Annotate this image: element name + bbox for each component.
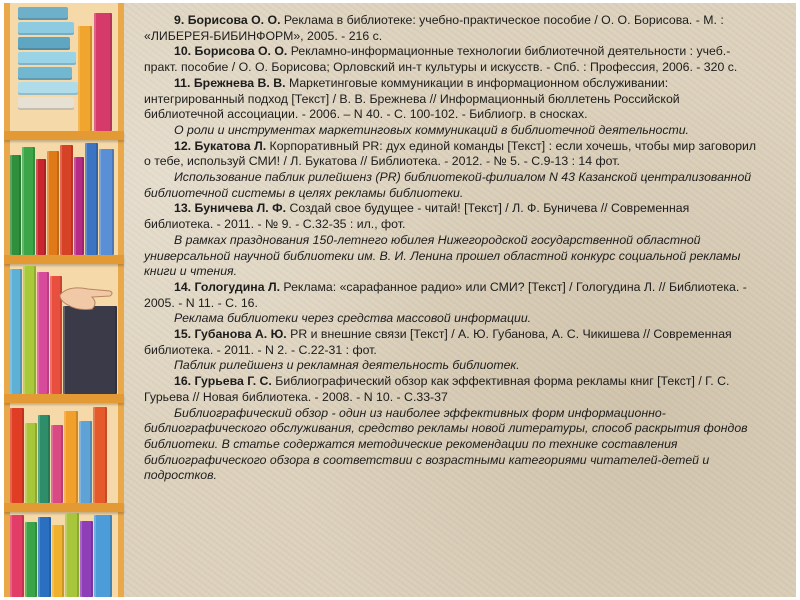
entry-number: 14. <box>174 279 192 294</box>
shelf-row-5 <box>10 512 118 597</box>
entry-annotation: О роли и инструментах маркетинговых коммуникаций в библиотечной деятельности. <box>174 122 689 137</box>
bibliography-entry <box>144 201 759 232</box>
entry-number: 15. <box>174 327 192 342</box>
entry-author: Борисова О. О. <box>194 44 288 59</box>
flat-book <box>18 37 70 50</box>
entry-number: 11. <box>174 75 191 90</box>
entry-author: Борисова О. О. <box>187 13 281 27</box>
shelf-row-1 <box>10 3 118 131</box>
entry-annotation: Библиографический обзор - один из наиболее эффективных форм информационно-библиографического обслуживания, средство рекламы новой литературы, способ раскрытия фондов библиотеки. В статье содержатся методические рекомендации по технике составления библиографического обзора в соответствии с возрастными категориями читателей-детей и подростков. <box>144 405 748 483</box>
flat-book <box>18 82 78 95</box>
bibliography-entry <box>144 374 759 405</box>
flat-book <box>18 67 72 80</box>
entry-text: Реклама в библиотеке: учебно-практическое пособие / О. О. Борисова. - М. : «ЛИБЕРЕЯ-БИБИНФОРМ», 2005. - 216 с. <box>144 13 724 43</box>
book <box>37 272 49 394</box>
flat-book <box>18 7 68 20</box>
book <box>25 423 37 503</box>
entry-annotation: Использование паблик рилейшенз (PR) библиотекой-филиалом N 43 Казанской централизованной библиотечной системы в целях рекламы библиотеки. <box>144 170 752 200</box>
entry-annotation: Реклама библиотеки через средства массовой информации. <box>174 311 532 326</box>
flat-book <box>18 52 76 65</box>
entry-text: PR и внешние связи [Текст] / А. Ю. Губанова, А. С. Чикишева // Современная библиотека. - 2011. - N 2. - С.22-31 : фот. <box>144 327 732 357</box>
shelf-board <box>4 394 124 403</box>
book <box>23 266 36 394</box>
flat-book <box>18 22 74 35</box>
book <box>25 522 37 597</box>
book <box>47 151 59 255</box>
entry-number: 12. <box>174 138 192 153</box>
entry-author: Гурьева Г. С. <box>194 374 272 389</box>
book <box>10 408 24 503</box>
book-stack <box>63 306 117 394</box>
flat-book <box>18 97 74 110</box>
entry-author: Губанова А. Ю. <box>194 327 287 342</box>
bibliography-entry <box>144 44 759 75</box>
book <box>51 425 63 503</box>
book <box>22 147 35 255</box>
shelf-row-2 <box>10 140 118 255</box>
pointing-hand-icon <box>58 281 116 313</box>
book <box>36 159 46 255</box>
entry-number: 16. <box>174 374 192 389</box>
entry-text: Реклама: «сарафанное радио» или СМИ? [Текст] / Гологудина Л. // Библиотека. - 2005. - N 11. - С. 16. <box>144 279 747 310</box>
entry-text: Создай свое будущее - читай! [Текст] / Л. Ф. Буничева // Современная библиотека. - 2011. - № 9. - С.32-35 : ил., фот. <box>144 201 690 232</box>
book <box>10 155 21 255</box>
book <box>80 521 93 597</box>
shelf-board <box>4 503 124 512</box>
entry-author: Брежнева В. В. <box>193 75 286 90</box>
book <box>99 149 114 255</box>
book <box>74 157 84 255</box>
book <box>78 26 92 131</box>
bibliography-list <box>144 13 759 484</box>
book <box>60 145 73 255</box>
entry-text: Маркетинговые коммуникации в информационном обслуживании: интегрированный подход [Текст] / В. В. Брежнева // Информационный бюллетень Российской библиотечной ассоциации. - 2006. – N 40. - С. 100-102. - Библиогр. в сносках. <box>144 75 680 122</box>
entry-annotation: Паблик рилейшенз и рекламная деятельность библиотек. <box>174 358 520 373</box>
entry-number: 9. <box>174 13 185 27</box>
book <box>79 421 92 503</box>
book <box>10 269 22 394</box>
bibliography-entry <box>144 139 759 170</box>
bibliography-entry <box>144 13 759 44</box>
book <box>10 515 24 597</box>
entry-annotation: В рамках празднования 150-летнего юбилея Нижегородской государственной областной универсальной научной библиотеки им. В. И. Ленина прошел областной конкурс социальной рекламы книги и чтения. <box>144 232 741 279</box>
entry-author: Гологудина Л. <box>194 279 281 294</box>
shelf-row-4 <box>10 403 118 503</box>
bibliography-entry <box>144 76 759 123</box>
entry-author: Букатова Л. <box>194 138 267 153</box>
shelf-board <box>4 131 124 140</box>
slide <box>4 3 796 597</box>
book <box>93 407 107 503</box>
book <box>52 525 64 597</box>
shelf-board <box>4 255 124 264</box>
book <box>38 415 50 503</box>
entry-number: 13. <box>174 201 192 216</box>
entry-text: Рекламно-информационные технологии библиотечной деятельности : учеб.-практ. пособие / О. О. Борисова; Орловский ин-т культуры и искусств. - Спб. : Профессия, 2006. - 320 с. <box>144 44 738 75</box>
entry-author: Буничева Л. Ф. <box>194 201 287 216</box>
entry-number: 10. <box>174 44 192 59</box>
bibliography-entry <box>144 327 759 358</box>
book <box>65 513 79 597</box>
bookshelf-illustration <box>4 3 124 597</box>
book <box>94 515 112 597</box>
book <box>38 517 51 597</box>
book <box>94 13 112 131</box>
book <box>85 143 98 255</box>
book <box>64 411 78 503</box>
entry-text: Корпоративный PR: дух единой команды [Текст] : если хочешь, чтобы мир заговорил о тебе, используй СМИ! / Л. Букатова // Библиотека. - 2012. - № 5. - С.9-13 : 14 фот. <box>144 138 757 169</box>
entry-text: Библиографический обзор как эффективная форма рекламы книг [Текст] / Г. С. Гурьева // Новая библиотека. - 2008. - N 10. - С.33-37 <box>144 374 730 404</box>
bibliography-entry <box>144 280 759 311</box>
